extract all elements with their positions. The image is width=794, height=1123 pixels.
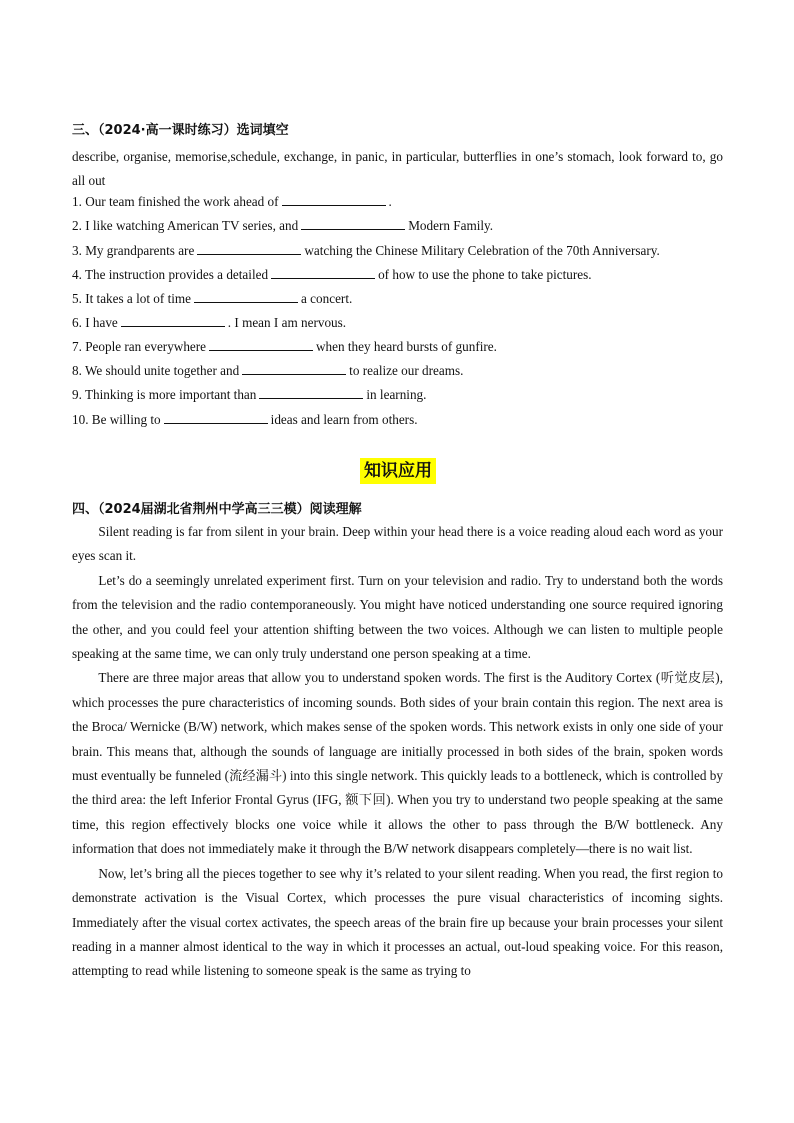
- passage-paragraph: Silent reading is far from silent in your brain. Deep within your head there is a voice reading aloud each word as your eyes scan it.: [72, 524, 723, 564]
- section-3-title: 三、（2024·高一课时练习）选词填空: [72, 123, 289, 138]
- exercise-item: 8. We should unite together and to realize our dreams.: [72, 363, 464, 378]
- passage-paragraph: There are three major areas that allow you to understand spoken words. The first is the Auditory Cortex (听觉皮层), which processes the pure characteristics of incoming sounds. Both sides of your brain contain this region. The next area is the Broca/ Wernicke (B/W) network, which makes sense of the spoken words. This network exists in only one side of your brain. This means that, although the sounds of language are initially processed in both sides of the brain, spoken words must eventually be funneled (流经漏斗) into this single network. This quickly leads to a bottleneck, which is controlled by the third area: the left Inferior Frontal Gyrus (IFG, 额下回). When you try to understand two people speaking at the same time, this region effectively blocks one voice while it allows the other to pass through the B/W bottleneck. Any information that does not immediately make it through the B/W network disappears completely—there is no wait list.: [72, 670, 723, 857]
- exercise-item: 6. I have . I mean I am nervous.: [72, 315, 347, 330]
- answer-blank[interactable]: [282, 192, 386, 206]
- answer-blank[interactable]: [271, 265, 375, 279]
- exercise-item: 3. My grandparents are watching the Chinese Military Celebration of the 70th Anniversary.: [72, 243, 660, 258]
- exercise-item: 4. The instruction provides a detailed of how to use the phone to take pictures.: [72, 267, 592, 282]
- answer-blank[interactable]: [164, 410, 268, 424]
- section-4-title: 四、（2024届湖北省荆州中学高三三模）阅读理解: [72, 502, 362, 517]
- answer-blank[interactable]: [259, 385, 363, 399]
- answer-blank[interactable]: [121, 313, 225, 327]
- answer-blank[interactable]: [197, 241, 301, 255]
- answer-blank[interactable]: [301, 216, 405, 230]
- knowledge-application-banner: 知识应用: [360, 458, 436, 484]
- answer-blank[interactable]: [194, 289, 298, 303]
- exercise-item: 5. It takes a lot of time a concert.: [72, 291, 353, 306]
- exercise-item: 7. People ran everywhere when they heard bursts of gunfire.: [72, 339, 497, 354]
- answer-blank[interactable]: [209, 337, 313, 351]
- exercise-item: 10. Be willing to ideas and learn from others.: [72, 412, 418, 427]
- exercise-item: 2. I like watching American TV series, and Modern Family.: [72, 218, 494, 233]
- passage-paragraph: Let’s do a seemingly unrelated experiment first. Turn on your television and radio. Try to understand both the words from the television and the radio contemporaneously. You might have noticed understanding one source required ignoring the other, and you could feel your attention shifting between the two voices. Although we can listen to multiple people speaking at the same time, we can only truly understand one person speaking at a time.: [72, 572, 723, 662]
- exercise-item: 9. Thinking is more important than in learning.: [72, 387, 427, 402]
- exercise-item: 1. Our team finished the work ahead of .: [72, 194, 392, 209]
- passage-paragraph: Now, let’s bring all the pieces together to see why it’s related to your silent reading. When you read, the first region to demonstrate activation is the Visual Cortex, which processes the pure visual characteristics of incoming sights. Immediately after the visual cortex activates, the speech areas of the brain fire up because your brain processes your silent reading in a manner almost identical to the way in which it processes an actual, out-loud speaking voice. For this reason, attempting to read while listening to someone speak is the same as trying to: [72, 865, 723, 979]
- reading-passage: [72, 520, 723, 984]
- word-bank: describe, organise, memorise,schedule, exchange, in panic, in particular, butterflies in one’s stomach, look forward to, go all out: [72, 149, 723, 188]
- answer-blank[interactable]: [242, 361, 346, 375]
